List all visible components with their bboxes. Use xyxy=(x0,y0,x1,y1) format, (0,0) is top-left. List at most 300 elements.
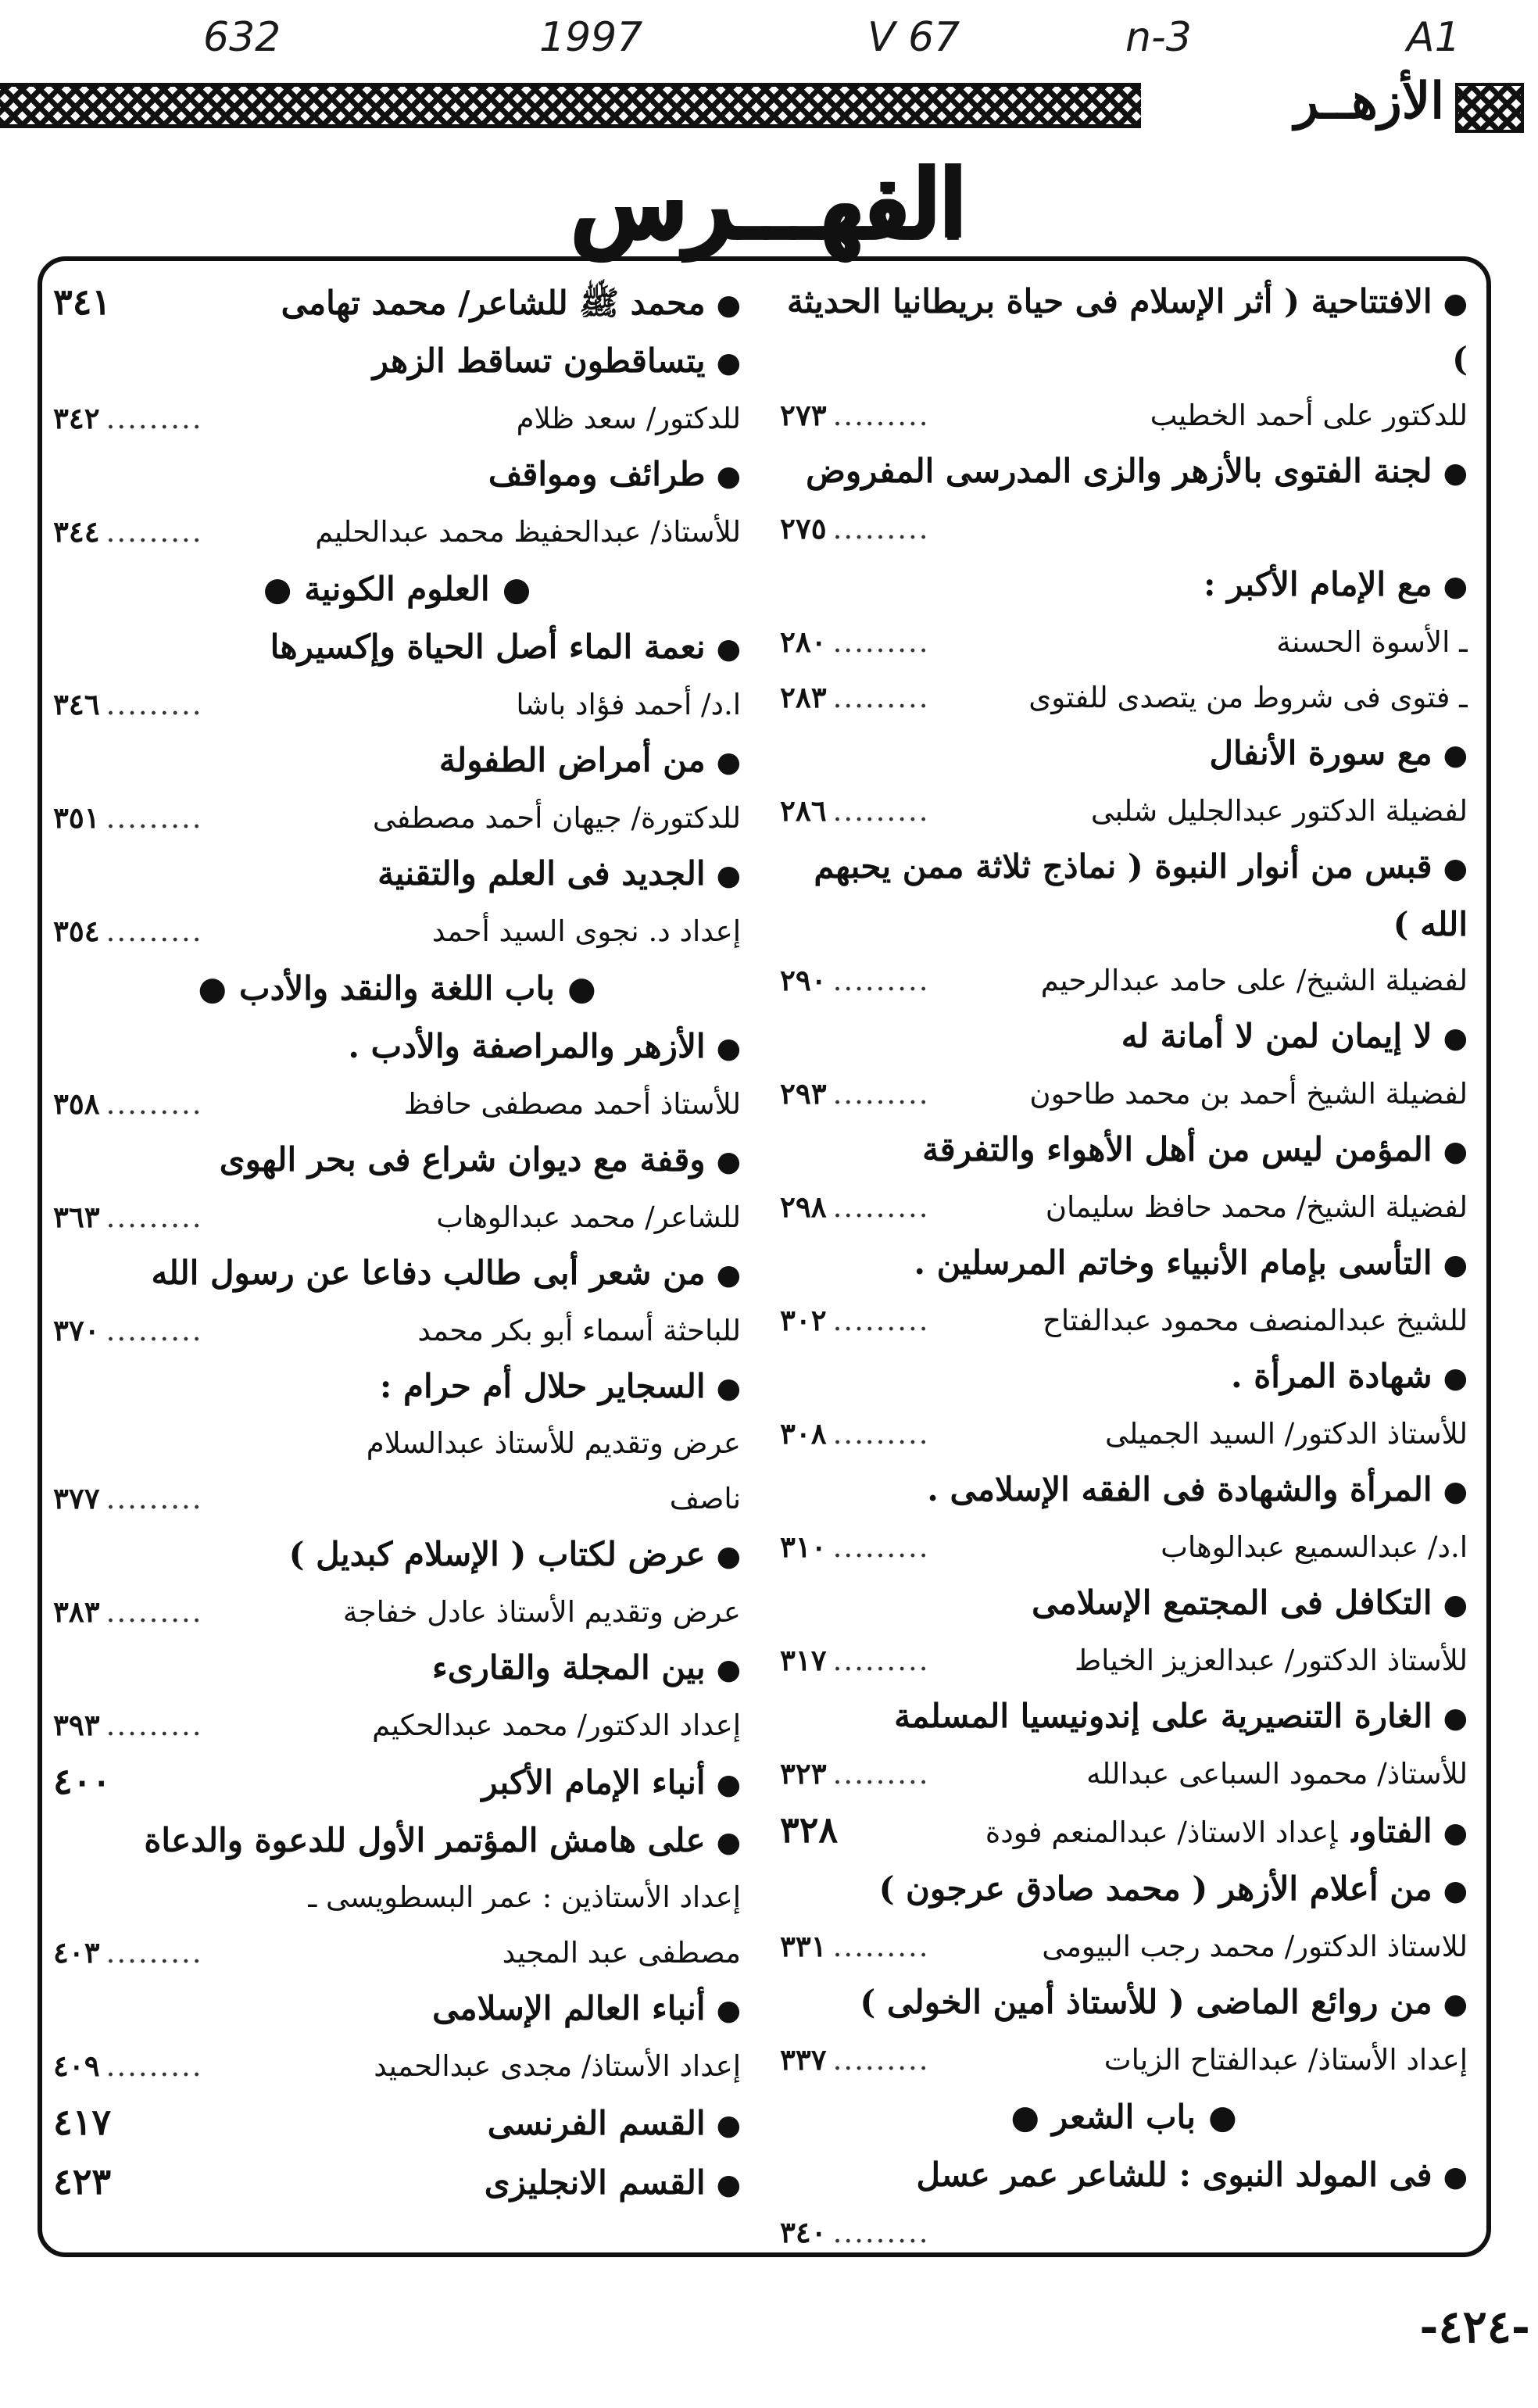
bullet-icon: ● xyxy=(716,1372,741,1404)
toc-entry[interactable] xyxy=(53,732,741,846)
leader-dots: ......... xyxy=(832,2216,930,2249)
entry-line xyxy=(53,1698,741,1753)
entry-author: للدكتورة/ جيهان أحمد مصطفى xyxy=(372,801,741,835)
bullet-icon: ● xyxy=(716,1258,741,1291)
page-number: ٣٠٢ xyxy=(780,1303,827,1337)
toc-entry[interactable] xyxy=(53,1980,741,2094)
bullet-icon: ● xyxy=(1443,2160,1468,2193)
entry-author: لفضيلة الشيخ أحمد بن محمد طاحون xyxy=(1029,1077,1468,1111)
entry-heading xyxy=(780,1861,1468,1919)
bullet-icon: ● xyxy=(1443,456,1468,489)
toc-entry[interactable] xyxy=(780,274,1468,443)
entry-title: الافتتاحية ( أثر الإسلام فى حياة بريطانيا الحديثة ) xyxy=(786,282,1468,378)
leader-dots: ......... xyxy=(832,681,930,714)
leader-dots: ......... xyxy=(832,964,930,997)
entry-author: لفضيلة الشيخ/ على حامد عبدالرحيم xyxy=(1040,964,1468,997)
bullet-icon: ● xyxy=(716,2109,741,2141)
entry-author: للأستاذ أحمد مصطفى حافظ xyxy=(403,1087,741,1121)
toc-entry[interactable] xyxy=(780,839,1468,1008)
toc-entry[interactable] xyxy=(53,1640,741,1753)
entry-title-wrap xyxy=(780,839,1468,953)
page-number: ٤٠٣ xyxy=(53,1935,100,1970)
page-number: ٣٤١ xyxy=(53,281,112,323)
bullet-icon: ● xyxy=(716,2168,741,2201)
leader-dots: ......... xyxy=(832,1930,930,1963)
entry-title: بين المجلة والقارىء xyxy=(432,1648,706,1687)
entry-line xyxy=(780,501,1468,556)
entry-line xyxy=(53,1870,741,1925)
toc-entry[interactable] xyxy=(780,725,1468,839)
entry-line xyxy=(780,1633,1468,1688)
entry-title: أنباء الإمام الأكبر xyxy=(481,1763,706,1802)
handwritten-annotations xyxy=(0,14,1538,77)
section-title: باب الشعر xyxy=(1051,2098,1196,2136)
entry-line xyxy=(780,388,1468,443)
bullet-icon: ● xyxy=(263,570,292,608)
entry-title: على هامش المؤتمر الأول للدعوة والدعاة xyxy=(144,1821,706,1859)
leader-dots: ......... xyxy=(106,688,203,721)
entry-line xyxy=(780,1406,1468,1462)
entry-title: وقفة مع ديوان شراع فى بحر الهوى xyxy=(219,1140,706,1179)
bullet-icon: ● xyxy=(1443,1361,1468,1394)
leader-dots: ......... xyxy=(106,402,203,435)
entry-line xyxy=(780,1066,1468,1122)
toc-entry[interactable] xyxy=(53,1812,741,1980)
entry-heading xyxy=(53,333,741,391)
entry-title-wrap xyxy=(780,556,1468,614)
entry-line xyxy=(53,677,741,732)
entry-title: شهادة المرأة . xyxy=(1231,1357,1432,1395)
entry-heading xyxy=(53,2153,741,2213)
entry-title: أنباء العالم الإسلامى xyxy=(432,1989,706,2027)
toc-entry[interactable] xyxy=(53,446,741,560)
bullet-icon: ● xyxy=(567,969,596,1007)
entry-author: لفضيلة الشيخ/ محمد حافظ سليمان xyxy=(1045,1190,1468,1224)
leader-dots: ......... xyxy=(106,515,203,549)
page-number: ٢٨٠ xyxy=(780,624,827,659)
bullet-icon: ● xyxy=(716,1540,741,1573)
entry-line xyxy=(780,1746,1468,1802)
bullet-icon: ● xyxy=(1443,1475,1468,1508)
entry-line xyxy=(53,2038,741,2094)
page-number: ٣٤٠ xyxy=(780,2215,827,2249)
entry-title-wrap xyxy=(780,725,1468,783)
leader-dots: ......... xyxy=(106,914,203,948)
entry-line xyxy=(53,903,741,959)
entry-author: لفضيلة الدكتور عبدالجليل شلبى xyxy=(1090,794,1468,828)
entry-title: الجديد فى العلم والتقنية xyxy=(377,854,706,893)
entry-title: يتساقطون تساقط الزهر xyxy=(372,342,706,380)
annotation: 632 xyxy=(203,14,281,61)
toc-entry[interactable] xyxy=(780,1974,1468,2088)
leader-dots: ......... xyxy=(106,801,203,835)
annotation: A1 xyxy=(1407,14,1461,61)
leader-dots: ......... xyxy=(106,1482,203,1515)
bullet-icon: ● xyxy=(502,570,531,608)
entry-heading xyxy=(53,1640,741,1698)
toc-entry[interactable] xyxy=(53,1132,741,1245)
page-number: ٣٢٣ xyxy=(780,1756,827,1791)
leader-dots: ......... xyxy=(832,399,930,432)
bullet-icon: ● xyxy=(716,1653,741,1686)
leader-dots: ......... xyxy=(832,1530,930,1564)
entry-heading xyxy=(780,839,1468,953)
page-number: ٣٤٢ xyxy=(53,401,100,435)
entry-line xyxy=(53,1925,741,1980)
entry-line xyxy=(53,1471,741,1526)
entry-title: التكافل فى المجتمع الإسلامى xyxy=(1032,1583,1432,1622)
page-number: ٣٨٣ xyxy=(53,1594,100,1629)
leader-dots: ......... xyxy=(106,1314,203,1347)
toc-entry[interactable] xyxy=(780,1861,1468,1974)
entry-author: إعداد الأستاذين : عمر البسطويسى ـ xyxy=(308,1880,741,1914)
page-number: -٤٢٤- xyxy=(1419,2300,1530,2353)
toc-entry[interactable] xyxy=(53,2153,741,2213)
ornament-icon xyxy=(1455,83,1524,133)
toc-entry[interactable] xyxy=(780,443,1468,556)
entry-heading xyxy=(53,1980,741,2038)
entry-heading xyxy=(780,1575,1468,1633)
entry-inline-author: إعداد الاستاذ/ عبدالمنعم فودة xyxy=(985,1816,1338,1849)
bullet-icon: ● xyxy=(1443,852,1468,885)
entry-line xyxy=(53,1076,741,1132)
entry-title-wrap xyxy=(111,2095,741,2153)
bullet-icon: ● xyxy=(716,859,741,892)
toc-entry[interactable] xyxy=(780,1122,1468,1235)
leader-dots: ......... xyxy=(106,2049,203,2083)
page-number: ٣٧٠ xyxy=(53,1313,100,1347)
entry-title: محمد ﷺ للشاعر/ محمد تهامى xyxy=(281,284,706,322)
toc-entry[interactable] xyxy=(780,556,1468,725)
entry-line xyxy=(780,670,1468,725)
bullet-icon: ● xyxy=(1443,287,1468,320)
bullet-icon: ● xyxy=(1010,2098,1039,2136)
page-number: ٤٢٣ xyxy=(53,2160,112,2202)
page-number: ٣٥١ xyxy=(53,800,100,835)
section-title: باب اللغة والنقد والأدب xyxy=(239,969,555,1007)
bullet-icon: ● xyxy=(716,1768,741,1801)
bullet-icon: ● xyxy=(1443,1588,1468,1621)
toc-entry[interactable] xyxy=(53,1526,741,1640)
page-number: ٢٨٣ xyxy=(780,680,827,714)
entry-author: للباحثة أسماء أبو بكر محمد xyxy=(417,1314,741,1347)
entry-title: مع سورة الأنفال xyxy=(1209,734,1432,772)
entry-title-wrap xyxy=(780,1348,1468,1406)
entry-title-wrap xyxy=(780,1462,1468,1519)
bullet-icon: ● xyxy=(1443,1022,1468,1054)
toc-entry[interactable] xyxy=(780,1462,1468,1575)
entry-title: الفتاوى xyxy=(1351,1812,1432,1850)
ornamental-border xyxy=(0,83,1141,128)
entry-title-wrap xyxy=(53,732,741,790)
page-number: ٣٥٤ xyxy=(53,914,100,948)
entry-heading xyxy=(53,1018,741,1076)
toc-entry[interactable] xyxy=(53,1358,741,1526)
entry-title-wrap xyxy=(780,1861,1468,1919)
bullet-icon: ● xyxy=(716,1994,741,2027)
entry-title-wrap xyxy=(780,1008,1468,1066)
bullet-icon: ● xyxy=(1443,1874,1468,1907)
toc-entry[interactable] xyxy=(53,333,741,446)
entry-heading xyxy=(780,556,1468,614)
leader-dots: ......... xyxy=(832,1417,930,1451)
entry-title: الأزهر والمراصفة والأدب . xyxy=(348,1027,706,1065)
page-number: ٣١٧ xyxy=(780,1643,827,1677)
leader-dots: ......... xyxy=(832,2043,930,2077)
toc-entry[interactable] xyxy=(780,1688,1468,1802)
entry-author: مصطفى عبد المجيد xyxy=(502,1936,741,1970)
leader-dots: ......... xyxy=(832,512,930,546)
bullet-icon: ● xyxy=(1443,570,1468,603)
leader-dots: ......... xyxy=(106,1708,203,1742)
entry-line xyxy=(53,391,741,446)
entry-line xyxy=(780,614,1468,670)
toc-entry[interactable] xyxy=(780,1348,1468,1462)
entry-title-wrap xyxy=(780,1688,1468,1746)
toc-entry[interactable] xyxy=(780,1008,1468,1122)
entry-title-wrap xyxy=(780,1974,1468,2032)
page-number: ٣٧٧ xyxy=(53,1481,100,1515)
bullet-icon: ● xyxy=(716,632,741,665)
entry-line xyxy=(780,2205,1468,2260)
entry-author: للأستاذ الدكتور/ عبدالعزيز الخياط xyxy=(1074,1644,1468,1677)
section-title: العلوم الكونية xyxy=(304,570,490,608)
magazine-name: الأزهــر xyxy=(1294,72,1444,131)
entry-author: للأستاذ الدكتور/ السيد الجميلى xyxy=(1105,1417,1468,1451)
entry-heading xyxy=(780,1122,1468,1179)
entry-author: ا.د/ أحمد فؤاد باشا xyxy=(516,688,741,721)
leader-dots: ......... xyxy=(106,1936,203,1970)
page-number: ٣٣١ xyxy=(780,1929,827,1963)
entry-title-wrap xyxy=(53,1812,741,1870)
bullet-icon: ● xyxy=(716,1032,741,1064)
page-number: ٣٤٦ xyxy=(53,687,100,721)
toc-entry[interactable] xyxy=(53,1753,741,1812)
entry-heading xyxy=(780,1462,1468,1519)
entry-title-wrap xyxy=(53,446,741,504)
entry-title-wrap xyxy=(111,2155,741,2213)
leader-dots: ......... xyxy=(106,1595,203,1629)
entry-author: عرض وتقديم للأستاذ عبدالسلام xyxy=(366,1426,741,1460)
page-number: ٤٠٠ xyxy=(53,1760,112,1802)
bullet-icon: ● xyxy=(1443,1816,1468,1849)
entry-line xyxy=(780,1179,1468,1235)
page-number: ٢٩٨ xyxy=(780,1190,827,1224)
entry-title: نعمة الماء أصل الحياة وإكسيرها xyxy=(270,628,706,666)
entry-heading xyxy=(53,619,741,677)
leader-dots: ......... xyxy=(832,625,930,659)
entry-author: عرض وتقديم الأستاذ عادل خفاجة xyxy=(342,1595,741,1629)
entry-line xyxy=(780,2032,1468,2088)
bullet-icon: ● xyxy=(1208,2098,1237,2136)
page-number: ٢٧٣ xyxy=(780,398,827,432)
entry-title: من روائع الماضى ( للأستاذ أمين الخولى ) xyxy=(860,1983,1432,2021)
entry-title-wrap xyxy=(53,1526,741,1584)
page-number: ٣٢٨ xyxy=(780,1809,839,1851)
entry-title: لا إيمان لمن لا أمانة له xyxy=(1121,1017,1432,1055)
section-heading xyxy=(53,560,741,619)
toc-entry[interactable] xyxy=(53,846,741,959)
entry-line xyxy=(780,1919,1468,1974)
entry-author: ـ الأسوة الحسنة xyxy=(1276,625,1468,659)
page-number: ٢٧٥ xyxy=(780,511,827,546)
entry-title: من أعلام الأزهر ( محمد صادق عرجون ) xyxy=(878,1870,1432,1908)
bullet-icon: ● xyxy=(1443,1135,1468,1168)
page-number: ٢٩٠ xyxy=(780,963,827,997)
entry-line xyxy=(53,1190,741,1245)
page-number: ٣٠٨ xyxy=(780,1416,827,1451)
entry-title-wrap xyxy=(780,1575,1468,1633)
entry-author: إعداد الأستاذ/ مجدى عبدالحميد xyxy=(374,2049,741,2083)
page-number: ٣٥٨ xyxy=(53,1086,100,1121)
entry-title: قبس من أنوار النبوة ( نماذج ثلاثة ممن يحبهم الله ) xyxy=(814,847,1468,943)
bullet-icon: ● xyxy=(716,346,741,379)
entry-author: للشيخ عبدالمنصف محمود عبدالفتاح xyxy=(1043,1304,1468,1337)
entry-heading xyxy=(780,274,1468,388)
entry-heading xyxy=(53,1812,741,1870)
entry-author: ا.د/ عبدالسميع عبدالوهاب xyxy=(1161,1530,1468,1564)
entry-title: مع الإمام الأكبر : xyxy=(1203,565,1432,603)
entry-line xyxy=(780,783,1468,839)
entry-title: الغارة التنصيرية على إندونيسيا المسلمة xyxy=(894,1697,1432,1735)
entry-title: القسم الانجليزى xyxy=(484,2163,706,2202)
entry-author: إعداد الأستاذ/ عبدالفتاح الزيات xyxy=(1103,2043,1468,2077)
entry-title-wrap xyxy=(53,619,741,677)
leader-dots: ......... xyxy=(832,1077,930,1111)
contents-column-left xyxy=(53,274,741,2213)
entry-title: عرض لكتاب ( الإسلام كبديل ) xyxy=(288,1535,706,1573)
entry-author: للدكتور/ سعد ظلام xyxy=(516,402,741,435)
toc-entry[interactable] xyxy=(53,2094,741,2153)
entry-title: السجاير حلال أم حرام : xyxy=(379,1367,706,1405)
entry-heading xyxy=(780,1008,1468,1066)
annotation: V 67 xyxy=(867,14,960,61)
entry-title-wrap xyxy=(53,1980,741,2038)
toc-entry[interactable] xyxy=(53,1245,741,1358)
bullet-icon: ● xyxy=(1443,739,1468,771)
contents-column-right xyxy=(780,274,1468,2260)
page-number: ٣٩٣ xyxy=(53,1708,100,1742)
entry-line xyxy=(53,504,741,560)
bullet-icon: ● xyxy=(1443,1248,1468,1281)
entry-title-wrap xyxy=(838,1803,1468,1861)
toc-entry[interactable] xyxy=(780,1802,1468,1861)
entry-line xyxy=(53,1584,741,1640)
entry-heading xyxy=(780,1235,1468,1293)
bullet-icon: ● xyxy=(716,746,741,778)
entry-title-wrap xyxy=(53,1245,741,1303)
annotation: n-3 xyxy=(1125,14,1192,61)
page-number: ٣٤٤ xyxy=(53,514,100,549)
entry-author: إعداد الدكتور/ محمد عبدالحكيم xyxy=(372,1708,741,1742)
entry-title: المرأة والشهادة فى الفقه الإسلامى . xyxy=(927,1470,1432,1508)
page-number: ٢٨٦ xyxy=(780,793,827,828)
entry-title-wrap xyxy=(53,1132,741,1190)
entry-line xyxy=(780,953,1468,1008)
entry-line xyxy=(780,1293,1468,1348)
entry-line xyxy=(53,1416,741,1471)
entry-heading xyxy=(53,1245,741,1303)
entry-heading xyxy=(53,1132,741,1190)
leader-dots: ......... xyxy=(106,1087,203,1121)
annotation: 1997 xyxy=(539,14,643,61)
entry-title-wrap xyxy=(780,2147,1468,2205)
entry-title-wrap xyxy=(53,1640,741,1698)
page-number: ٤٠٩ xyxy=(53,2048,100,2083)
entry-author: إعداد د. نجوى السيد أحمد xyxy=(431,914,741,948)
entry-heading xyxy=(53,1358,741,1416)
entry-author: ناصف xyxy=(669,1482,741,1515)
entry-title-wrap xyxy=(780,1122,1468,1179)
bullet-icon: ● xyxy=(716,1145,741,1178)
entry-author: ـ فتوى فى شروط من يتصدى للفتوى xyxy=(1028,681,1468,714)
entry-heading xyxy=(780,1348,1468,1406)
entry-author: للاستاذ الدكتور/ محمد رجب البيومى xyxy=(1042,1930,1468,1963)
toc-entry[interactable] xyxy=(780,2147,1468,2260)
entry-line xyxy=(780,1519,1468,1575)
entry-title-wrap xyxy=(780,1235,1468,1293)
toc-entry[interactable] xyxy=(780,1575,1468,1688)
bullet-icon: ● xyxy=(716,1826,741,1859)
entry-title: فى المولد النبوى : للشاعر عمر عسل xyxy=(916,2156,1432,2194)
entry-heading xyxy=(780,1802,1468,1861)
entry-line xyxy=(53,790,741,846)
page-number: ٣٦٣ xyxy=(53,1200,100,1234)
entry-title-wrap xyxy=(53,846,741,903)
entry-title: من شعر أبى طالب دفاعا عن رسول الله xyxy=(151,1254,706,1292)
section-heading xyxy=(780,2088,1468,2147)
page-number: ٤١٧ xyxy=(53,2101,112,2143)
entry-heading xyxy=(53,1753,741,1812)
entry-title-wrap xyxy=(53,1018,741,1076)
leader-dots: ......... xyxy=(832,794,930,828)
toc-entry[interactable] xyxy=(53,1018,741,1132)
entry-heading xyxy=(53,446,741,504)
entry-heading xyxy=(780,1688,1468,1746)
leader-dots: ......... xyxy=(832,1757,930,1791)
entry-heading xyxy=(780,725,1468,783)
entry-heading xyxy=(53,2094,741,2153)
entry-title: لجنة الفتوى بالأزهر والزى المدرسى المفروض xyxy=(806,452,1432,490)
entry-title: من أمراض الطفولة xyxy=(438,741,706,779)
page-title: الفهـــرس xyxy=(571,148,967,259)
entry-heading xyxy=(53,732,741,790)
leader-dots: ......... xyxy=(832,1304,930,1337)
page-number: ٣١٠ xyxy=(780,1530,827,1564)
entry-title: المؤمن ليس من أهل الأهواء والتفرقة xyxy=(922,1130,1432,1168)
toc-entry[interactable] xyxy=(53,619,741,732)
entry-heading xyxy=(780,2147,1468,2205)
entry-heading xyxy=(53,274,741,333)
entry-title-wrap xyxy=(53,333,741,391)
toc-entry[interactable] xyxy=(780,1235,1468,1348)
bullet-icon: ● xyxy=(1443,1988,1468,2020)
entry-title-wrap xyxy=(111,275,741,333)
toc-entry[interactable] xyxy=(53,274,741,333)
entry-title-wrap xyxy=(53,1358,741,1416)
entry-author: للأستاذ/ عبدالحفيظ محمد عبدالحليم xyxy=(315,515,741,549)
entry-line xyxy=(53,1303,741,1358)
page-number: ٢٩٣ xyxy=(780,1076,827,1111)
entry-title-wrap xyxy=(780,274,1468,388)
bullet-icon: ● xyxy=(198,969,227,1007)
masthead xyxy=(0,69,1538,138)
bullet-icon: ● xyxy=(716,460,741,492)
entry-title: القسم الفرنسى xyxy=(487,2104,706,2142)
entry-title: التأسى بإمام الأنبياء وخاتم المرسلين . xyxy=(914,1243,1432,1282)
entry-author: للشاعر/ محمد عبدالوهاب xyxy=(436,1200,741,1234)
entry-title-wrap xyxy=(111,1755,741,1812)
